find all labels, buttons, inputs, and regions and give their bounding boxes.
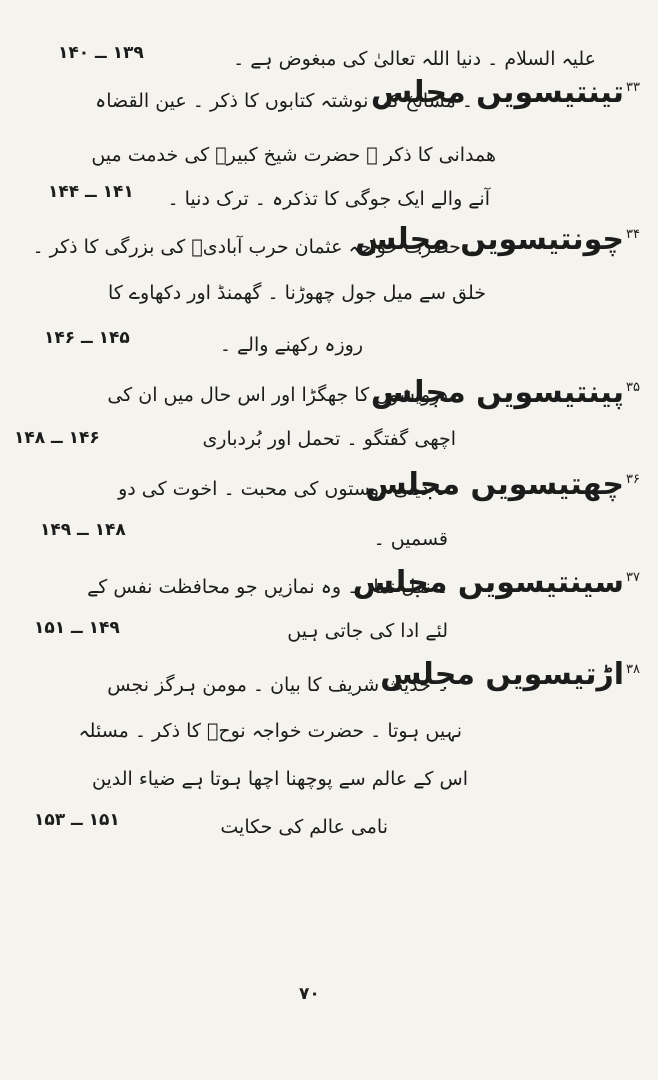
toc-line: ۔ حدیث شریف کا بیان ۔ مومن ہرگز نجس — [107, 674, 448, 696]
toc-page-range: ۱۴۹ ــ ۱۵۱ — [34, 618, 120, 638]
toc-heading-title: چھتیسویں مجلس — [365, 467, 625, 502]
toc-line: اس کے عالم سے پوچھنا اچھا ہوتا ہے ضیاء الدین — [92, 768, 468, 790]
toc-line: علیہ السلام ۔ دنیا اللہ تعالیٰ کی مبغوض ہے ۔ — [233, 48, 596, 70]
toc-heading-title: سینتیسویں مجلس — [352, 565, 625, 600]
toc-heading-title: تینتیسویں مجلس — [370, 75, 625, 110]
toc-line: نامی عالم کی حکایت — [220, 816, 388, 838]
toc-line: خلق سے میل جول چھوڑنا ۔ گھمنڈ اور دکھاوے کا — [108, 282, 486, 304]
toc-heading-title: اڑتیسویں مجلس — [380, 657, 625, 692]
toc-heading-number: ۳۶ — [626, 472, 640, 487]
page-number: ۷۰ — [299, 984, 320, 1004]
toc-page-range: ۱۴۶ ــ ۱۴۸ — [14, 428, 100, 448]
toc-line: نہیں ہوتا ۔ حضرت خواجہ نوحؒ کا ذکر ۔ مسئلہ — [78, 720, 462, 742]
toc-heading-number: ۳۸ — [626, 662, 640, 677]
toc-heading-number: ۳۵ — [626, 380, 640, 395]
toc-page-range: ۱۳۹ ــ ۱۴۰ — [58, 43, 144, 63]
toc-line: ۔ نفل نماز ۔ وہ نمازیں جو محافظت نفس کے — [87, 576, 448, 598]
toc-heading-title: چونتیسویں مجلس — [354, 222, 625, 257]
toc-page-range: ۱۴۵ ــ ۱۴۶ — [44, 328, 130, 348]
toc-heading-number: ۳۳ — [626, 80, 640, 95]
toc-line: روزہ رکھنے والے ۔ — [219, 334, 363, 356]
toc-line: لئے ادا کی جاتی ہیں — [287, 620, 448, 642]
toc-page-range: ۱۴۸ ــ ۱۴۹ — [40, 520, 126, 540]
toc-line: آنے والے ایک جوگی کا تذکرہ ۔ ترک دنیا ۔ — [167, 188, 490, 210]
toc-heading-number: ۳۴ — [626, 227, 640, 242]
toc-line: ھمدانی کا ذکر ۔ حضرت شیخ کبیرؒ کی خدمت میں — [91, 144, 496, 166]
toc-page-range: ۱۴۱ ــ ۱۴۴ — [48, 182, 134, 202]
toc-page-range: ۱۵۱ ــ ۱۵۳ — [34, 810, 120, 830]
toc-line: درویشوں کا جھگڑا اور اس حال میں ان کی — [107, 384, 448, 406]
toc-line: اچھی گفتگو ۔ تحمل اور بُردباری — [202, 428, 456, 450]
toc-line: ۔ مشائخ کی نوشتہ کتابوں کا ذکر ۔ عین القضاہ — [95, 90, 473, 112]
toc-heading-number: ۳۷ — [626, 570, 640, 585]
toc-line: قسمیں ۔ — [373, 528, 448, 550]
toc-line: ۔ حضرت خواجہ عثمان حرب آبادیؒ کی بزرگی کا ذکر ۔ — [32, 236, 478, 258]
toc-line: ۔ دینی دوستوں کی محبت ۔ اخوت کی دو — [118, 478, 446, 500]
toc-heading-title: پینتیسویں مجلس — [370, 375, 625, 410]
